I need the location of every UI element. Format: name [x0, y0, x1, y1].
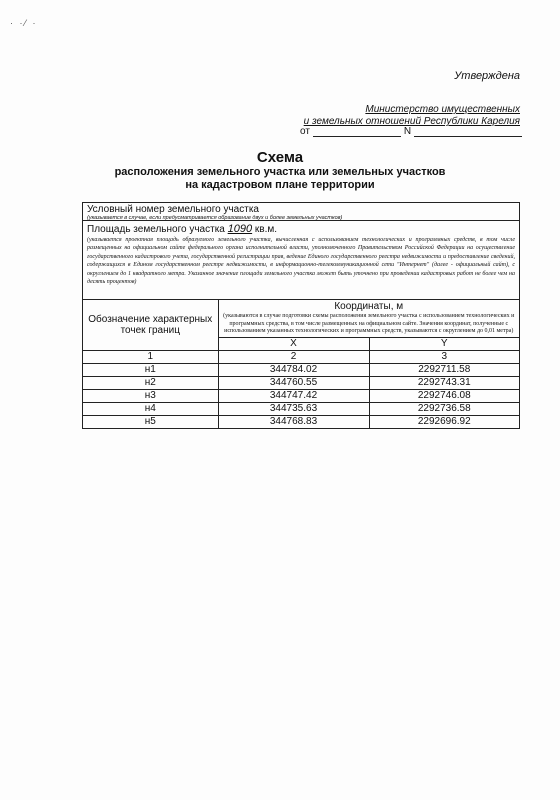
y-cell: 2292696.92	[369, 415, 519, 428]
y-cell: 2292743.31	[369, 376, 519, 389]
subtitle-line-2: на кадастровом плане территории	[185, 179, 375, 191]
x-cell: 344760.55	[218, 376, 369, 389]
y-cell: 2292736.58	[369, 402, 519, 415]
table-row	[83, 363, 519, 376]
x-column-header: X	[218, 337, 369, 350]
point-cell: н3	[83, 389, 218, 402]
coordinates-header	[218, 300, 519, 337]
area-line	[87, 223, 515, 236]
document-title: Схема	[256, 149, 304, 166]
cadastral-number-note: (указывается в случае, если предусматривается образование двух и более земельных участков)	[87, 215, 343, 221]
point-cell: н2	[83, 376, 218, 389]
area-label: Площадь земельного участка	[87, 224, 225, 235]
y-cell: 2292711.58	[369, 363, 519, 376]
area-row	[83, 221, 519, 300]
y-column-header: Y	[369, 337, 519, 350]
index-cell: 1	[83, 350, 218, 363]
table-row	[83, 376, 519, 389]
x-cell: 344768.83	[218, 415, 369, 428]
scan-artifact: · ·⁄ ·	[10, 18, 38, 28]
point-cell: н1	[83, 363, 218, 376]
cadastral-number-label: Условный номер земельного участка	[87, 204, 259, 215]
scheme-form	[82, 202, 520, 429]
index-cell: 2	[218, 350, 369, 363]
index-cell: 3	[369, 350, 519, 363]
date-prefix: от	[300, 126, 310, 137]
approved-label: Утверждена	[454, 70, 520, 82]
coordinates-title: Координаты, м	[334, 301, 404, 312]
index-row	[83, 350, 519, 363]
ministry-block	[304, 104, 520, 128]
area-note: (указывается проектная площадь образуемого земельного участка, вычисленная с использованием технологических и программных средств, в том числе размещенных на официальном сайте федерального органа исполнительной власти, уполномоченного Правительством Российской Федерации на осуществление государственного кадастрового учета, государственной регистрации прав, ведение Единого государственного реестра недвижимости и предоставление сведений, содержащихся в Едином государственном реестре недвижимости, в информационно-телекоммуникационной сети "Интернет" (далее - официальный сайт), с округлением до 1 квадратного метра. Указанное значение площади земельного участка может быть уточнено при проведении кадастровых работ не более чем на десять процентов)	[87, 237, 515, 286]
coordinates-note: (указываются в случае подготовки схемы расположения земельного участка с использованием технологических и программных средства, в том числе размещенных на официальном сайте. Значения координат, полученные с использованием указанных технологических и программных средств, указываются с округлением до 0,01 метра)	[223, 313, 515, 334]
ministry-line-1: Министерство имущественных	[365, 104, 520, 115]
document-subtitle	[0, 166, 560, 192]
table-row	[83, 415, 519, 428]
coordinates-table	[83, 300, 519, 428]
points-column-header: Обозначение характерных точек границ	[83, 300, 218, 350]
table-header-row	[83, 300, 519, 337]
x-cell: 344735.63	[218, 402, 369, 415]
table-row	[83, 389, 519, 402]
point-cell: н5	[83, 415, 218, 428]
area-value: 1090	[227, 223, 253, 235]
x-cell: 344784.02	[218, 363, 369, 376]
ministry-line-2: и земельных отношений Республики Карелия	[303, 116, 520, 127]
date-blank	[313, 126, 401, 137]
number-blank	[414, 126, 522, 137]
cadastral-number-row	[83, 203, 519, 221]
area-unit: кв.м.	[254, 224, 278, 235]
number-sign: N	[403, 126, 412, 137]
point-cell: н4	[83, 402, 218, 415]
table-row	[83, 402, 519, 415]
y-cell: 2292746.08	[369, 389, 519, 402]
date-number-line	[300, 126, 522, 137]
subtitle-line-1: расположения земельного участка или земельных участков	[114, 166, 446, 178]
x-cell: 344747.42	[218, 389, 369, 402]
